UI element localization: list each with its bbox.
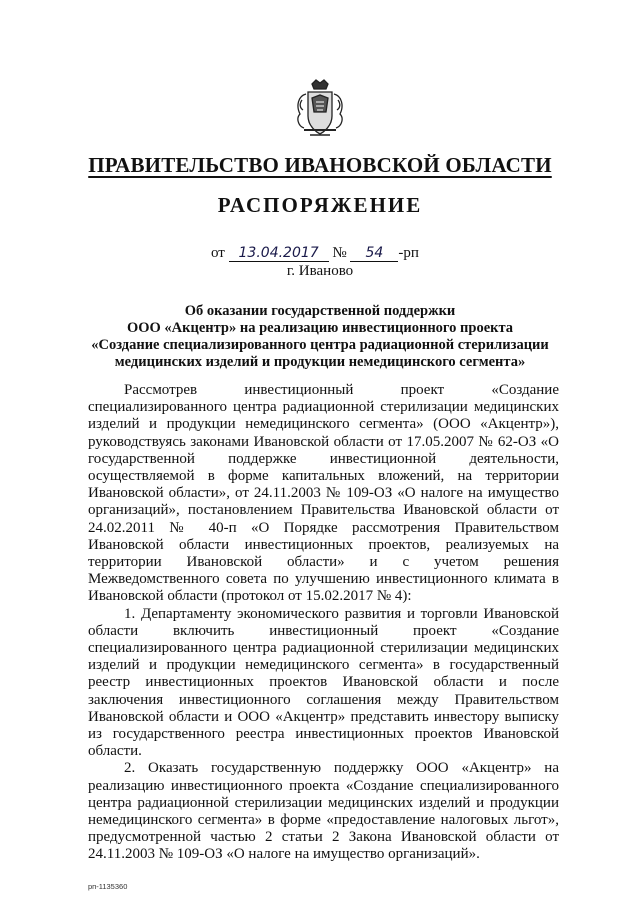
preamble-paragraph: Рассмотрев инвестиционный проект «Создание специализированного центра радиационной стерилизации медицинских изделий и продукции немедицинского сегмента» (ООО «Акцентр»), руководствуясь законами Ивановской области от 17.05.2007 № 62-ОЗ «О государственной поддержке инвестиционной деятельности, осуществляемой в форме капитальных вложений, на территории Ивановской области», от 24.11.2003 № 109-ОЗ «О налоге на имущество организаций», постановлением Правительства Ивановской области от 24.02.2011 № 40-п «О Порядке рассмотрения Правительством Ивановской области инвестиционных проектов, реализуемых на территории Ивановской области» и с учетом решения Межведомственного совета по улучшению инвестиционного климата в Ивановской области (протокол от 15.02.2017 № 4): <box>88 382 559 605</box>
handwritten-date: 13.04.2017 <box>229 246 329 262</box>
number-suffix: -рп <box>398 245 419 261</box>
item-2-paragraph: 2. Оказать государственную поддержку ООО «Акцентр» на реализацию инвестиционного проекта «Создание специализированного центра радиационной стерилизации медицинских изделий и продукции немедицинского сегмента» в форме «предоставление налоговых льгот», предусмотренной частью 2 статьи 2 Закона Ивановской области от 24.11.2003 № 109-ОЗ «О налоге на имущество организаций». <box>88 760 559 863</box>
document-subject <box>80 303 560 371</box>
document-body <box>88 382 559 864</box>
subject-line: ООО «Акцентр» на реализацию инвестиционного проекта <box>126 320 514 336</box>
coat-of-arms-icon <box>290 78 350 140</box>
city: г. Иваново <box>286 263 354 279</box>
subject-line: «Создание специализированного центра радиационной стерилизации <box>91 337 549 353</box>
date-prefix: от <box>211 245 225 261</box>
subject-line: Об оказании государственной поддержки <box>184 303 456 319</box>
document-type: РАСПОРЯЖЕНИЕ <box>217 193 423 217</box>
number-sign: № <box>332 245 347 261</box>
subject-line: медицинских изделий и продукции немедицинского сегмента» <box>114 354 526 370</box>
date-number-line <box>211 245 419 262</box>
footer-code: рп-1135360 <box>88 882 128 891</box>
item-1-paragraph: 1. Департаменту экономического развития и торговли Ивановской области включить инвестиционный проект «Создание специализированного центра радиационной стерилизации медицинских изделий и продукции немедицинского сегмента» в государственный реестр инвестиционных проектов Ивановской области и после заключения инвестиционного соглашения между Правительством Ивановской области и ООО «Акцентр» представить инвестору выписку из государственного реестра инвестиционных проектов Ивановской области. <box>88 605 559 760</box>
government-title: ПРАВИТЕЛЬСТВО ИВАНОВСКОЙ ОБЛАСТИ <box>88 153 552 177</box>
handwritten-number: 54 <box>350 246 398 262</box>
